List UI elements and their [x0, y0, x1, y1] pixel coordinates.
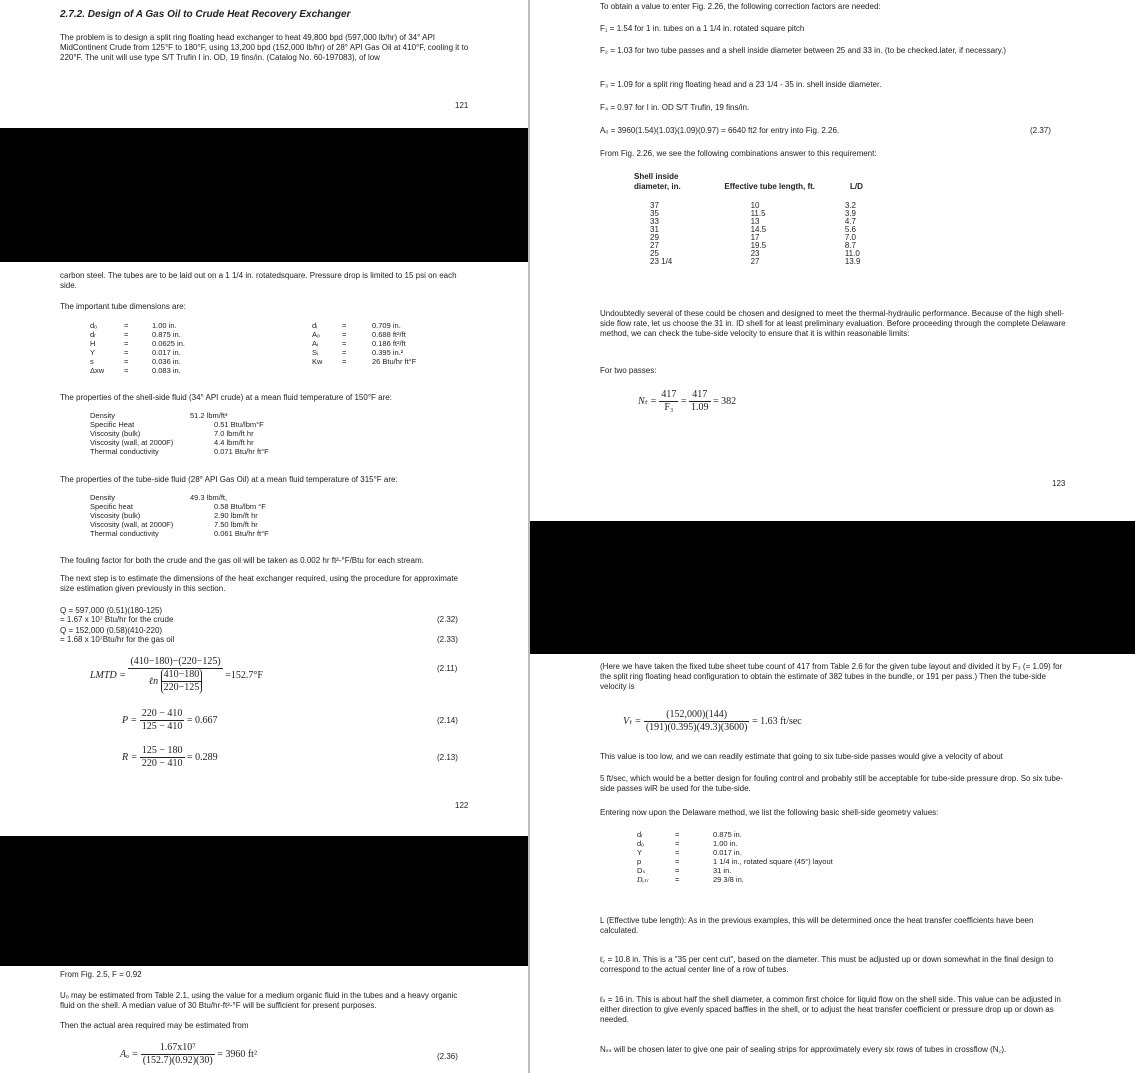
eq: =	[124, 339, 129, 348]
q-gasoil-line2: = 1.68 x 10⁷Btu/hr for the gas oil	[60, 635, 175, 644]
p-result: = 0.667	[186, 715, 218, 726]
prop-name: Density	[90, 411, 116, 420]
table-row	[88, 339, 187, 348]
val: 0.395 in.²	[372, 348, 404, 357]
nt-denominator: F₃	[664, 402, 674, 413]
ln-symbol: ℓn	[148, 675, 159, 687]
redacted-block	[0, 836, 528, 966]
vt-fraction	[644, 709, 750, 734]
cell: 14.5	[750, 225, 767, 234]
sym: Dₒₜₗ	[637, 875, 649, 884]
nt-label: Nₜ =	[638, 396, 657, 407]
section-title: 2.7.2. Design of A Gas Oil to Crude Heat Recovery Exchanger	[60, 9, 351, 20]
cell: 27	[650, 241, 659, 250]
page-number: 123	[1052, 479, 1066, 488]
f1-line: F₁ = 1.54 for 1 in. tubes on a 1 1/4 in. rotated square pitch	[600, 24, 805, 33]
eq: =	[675, 830, 680, 839]
table-row	[310, 330, 418, 339]
table-row	[88, 502, 271, 511]
lmtd-fraction	[128, 656, 222, 694]
uo-paragraph: Uₒ may be estimated from Table 2.1, using the value for a medium organic fluid in the tubes and a heavy organic fluid on the shell. A median value of 30 Btu/hr-ft²-°F will be sufficient for present purposes.	[60, 991, 458, 1010]
prop-name: Specific Heat	[90, 420, 135, 429]
cell: 37	[650, 201, 659, 210]
cell: 17	[750, 233, 760, 242]
sym: dᵣ	[637, 830, 643, 839]
table-row	[88, 321, 187, 330]
eq: =	[342, 357, 347, 366]
col-header: L/D	[849, 182, 863, 191]
lmtd-result: =152.7°F	[225, 669, 263, 681]
cell: 35	[650, 209, 659, 218]
redacted-block	[530, 521, 1135, 654]
ao-equation	[120, 1042, 257, 1067]
table-row	[88, 447, 271, 456]
sym: Sᵢ	[312, 348, 319, 357]
val: 0.875 in.	[152, 330, 181, 339]
cell: 3.9	[844, 209, 856, 218]
lmtd-denominator	[128, 669, 222, 694]
cell: 13	[750, 217, 760, 226]
r-numerator: 125 − 180	[141, 745, 183, 756]
val: 0.017 in.	[152, 348, 181, 357]
nt-denominator: 1.09	[691, 402, 709, 413]
val: 29 3/8 in.	[713, 875, 744, 884]
nt-result: = 382	[713, 396, 737, 407]
cell: 3.2	[844, 201, 856, 210]
eq-number: (2.13)	[437, 753, 458, 762]
nt-fraction-1	[659, 389, 678, 414]
table-row	[630, 258, 890, 266]
left-document-page	[0, 0, 528, 1073]
effective-length-paragraph: L (Effective tube length): As in the previous examples, this will be determined once the heat transfer coefficients have been calculated.	[600, 916, 1034, 935]
ao-label: Aₒ =	[120, 1049, 139, 1060]
sym: Aₒ	[312, 330, 320, 339]
table-row	[310, 348, 418, 357]
eq: =	[342, 330, 347, 339]
cell: 11.5	[750, 209, 766, 218]
cell: 31	[650, 225, 659, 234]
nt-numerator: 417	[661, 389, 677, 400]
shell-options-table	[630, 172, 890, 266]
eq: =	[675, 848, 680, 857]
next-step-paragraph: The next step is to estimate the dimensions of the heat exchanger required, using the procedure for approximate size estimation given previously in this section.	[60, 574, 459, 593]
tube-dims-label: The important tube dimensions are:	[60, 302, 186, 311]
table-header-row	[630, 172, 890, 192]
q-crude-line2: = 1.67 x 10⁷ Btu/hr for the crude	[60, 615, 174, 624]
col-header: Shell inside diameter, in.	[634, 172, 681, 191]
vt-equation	[623, 709, 802, 734]
sym: Dₛ	[637, 866, 646, 875]
tube-count-paragraph: (Here we have taken the fixed tube sheet tube count of 417 from Table 2.6 for the given tube layout and divided it by F₃ (= 1.09) for the split ring floating head configuration to obtain the estimate of 382 tubes in the bundle, or 191 per pass.) Then the tube-side velocity is	[600, 662, 1063, 691]
cell: 4.7	[844, 217, 856, 226]
intro-paragraph: The problem is to design a split ring floating head exchanger to heat 49,800 bpd (597,000 lb/hr) of 34° API MidContinent Crude from 125°F to 180°F, using 13,200 bpd (152,000 lb/hr) of 28° API Gas Oil at 410°F, cooling it to 220°F. The unit will use type S/T Trufin I in. OD, 19 fins/in. (Catalog No. 60-197083), of low	[60, 33, 469, 62]
val: 0.017 in.	[713, 848, 742, 857]
sym: dᵣ	[90, 330, 96, 339]
eq-number: (2.32)	[437, 615, 458, 624]
obtain-paragraph: To obtain a value to enter Fig. 2.26, the following correction factors are needed:	[600, 2, 881, 11]
eq: =	[124, 357, 129, 366]
val: 0.709 in.	[372, 321, 401, 330]
table-row	[88, 348, 187, 357]
lmtd-label: LMTD =	[90, 669, 126, 681]
prop-val: 0.51 Btu/lbm°F	[214, 420, 264, 429]
prop-name: Thermal conductivity	[90, 447, 159, 456]
five-ftsec-paragraph: 5 ft/sec, which would be a better design for fouling control and probably still be acceptable for tube-side pressure drop. So six tube-side passes wiR be used for the tube-side.	[600, 774, 1063, 793]
carbon-steel-paragraph: carbon steel. The tubes are to be laid out on a 1 1/4 in. rotatedsquare. Pressure drop is limited to 15 psi on each side.	[60, 271, 457, 290]
table-row	[635, 848, 835, 857]
prop-val: 7.50 lbm/ft hr	[214, 520, 258, 529]
val: 26 Btu/hr ft°F	[372, 357, 417, 366]
prop-val: 0.58 Btu/lbm °F	[214, 502, 266, 511]
p-label: P =	[122, 715, 138, 726]
table-row	[88, 520, 271, 529]
r-label: R =	[122, 752, 138, 763]
tube-dims-left-table	[88, 321, 187, 375]
table-row	[88, 357, 187, 366]
table-row	[88, 366, 187, 375]
table-row	[310, 339, 418, 348]
table-row	[88, 411, 271, 420]
eq-number: (2.11)	[437, 664, 458, 673]
sym: H	[90, 339, 96, 348]
table-row	[88, 330, 187, 339]
prop-name: Viscosity (wall, at 2000F)	[90, 520, 174, 529]
sym: Δxw	[90, 366, 105, 375]
r-result: = 0.289	[187, 752, 218, 763]
val: 0.186 ft²/ft	[372, 339, 406, 348]
eq: =	[675, 839, 680, 848]
table-row	[310, 321, 418, 330]
cell: 8.7	[844, 241, 856, 250]
eq: =	[124, 348, 129, 357]
prop-name: Viscosity (bulk)	[90, 511, 141, 520]
nt-numerator: 417	[689, 389, 711, 402]
cell: 23	[750, 249, 760, 258]
r-equation	[122, 745, 218, 770]
p-denominator: 125 − 410	[141, 721, 183, 732]
nss-paragraph: Nₛₛ will be chosen later to give one pair of sealing strips for approximately every six rows of tubes in crossflow (N꜀).	[600, 1045, 1007, 1054]
table-row	[88, 493, 271, 502]
table-row	[635, 875, 835, 884]
q-gasoil-line1: Q = 152,000 (0.58)(410-220)	[60, 626, 163, 635]
prop-name: Specific heat	[90, 502, 133, 511]
page-number: 121	[455, 101, 469, 110]
table-row	[88, 429, 271, 438]
too-low-paragraph: This value is too low, and we can readily estimate that going to six tube-side passes would give a velocity of about	[600, 752, 1003, 761]
val: 0.688 ft²/ft	[372, 330, 406, 339]
cell: 25	[650, 249, 659, 258]
prop-val: 49.3 lbm/ft,	[190, 493, 228, 502]
eq: =	[342, 348, 347, 357]
sym: Aᵢ	[312, 339, 319, 348]
vt-result: = 1.63 ft/sec	[751, 716, 802, 727]
prop-val: 0.061 Btu/hr ft°F	[214, 529, 269, 538]
cell: 27	[750, 257, 760, 266]
val: 0.875 in.	[713, 830, 742, 839]
val: 1.00 in.	[152, 321, 177, 330]
table-row	[635, 866, 835, 875]
eq: =	[675, 866, 680, 875]
table-row	[88, 529, 271, 538]
sym: dₒ	[90, 321, 98, 330]
eq-number: (2.14)	[437, 716, 458, 725]
tube-props-table	[88, 493, 271, 538]
ao-result: = 3960 ft²	[217, 1049, 257, 1060]
q-crude-line1: Q = 597,000 (0.51)(180-125)	[60, 606, 163, 615]
table-row	[88, 511, 271, 520]
eq-number: (2.36)	[437, 1052, 458, 1061]
eq: =	[342, 321, 347, 330]
nt-equation: Nₜ = $\frac{417}{\text{F₃}}$ = $\frac{417}{1.09}$ = 382	[638, 389, 737, 413]
f2-line: F₂ = 1.03 for two tube passes and a shell inside diameter between 25 and 33 in. (to be checked.later, if necessary.)	[600, 46, 1007, 55]
eq: =	[124, 366, 129, 375]
sym: s	[90, 357, 94, 366]
p-fraction	[140, 708, 185, 733]
two-passes-label: For two passes:	[600, 366, 657, 375]
ao-entry-line: Aₒ = 3960(1.54)(1.03)(1.09)(0.97) = 6640 ft2 for entry into Fig. 2.26.	[600, 126, 840, 135]
tube-dims-right-table	[310, 321, 418, 366]
prop-name: Thermal conductivity	[90, 529, 159, 538]
val: 1 1/4 in., rotated square (45°) layout	[713, 857, 833, 866]
cell: 13.9	[844, 257, 861, 266]
cell: 11.0	[844, 249, 860, 258]
table-row	[635, 857, 835, 866]
vt-label: Vₜ =	[623, 716, 642, 727]
ao-fraction	[141, 1042, 215, 1067]
ln-denominator: 220−125	[163, 682, 200, 693]
ls-paragraph: ℓₛ = 16 in. This is about half the shell diameter, a common first choice for liquid flow on the shell side. This value can be adjusted in either direction to give evenly spaced baffles in the shell, or to adjust the heat transfer coefficient or pressure drop up or down as needed.	[600, 995, 1061, 1024]
prop-val: 0.071 Btu/hr ft°F	[214, 447, 269, 456]
page-number: 122	[455, 801, 469, 810]
p-numerator: 220 − 410	[141, 708, 183, 719]
vt-numerator: (152,000)(144)	[644, 709, 750, 722]
r-fraction	[140, 745, 185, 770]
redacted-block	[0, 128, 528, 262]
sym: Kw	[312, 357, 323, 366]
r-denominator: 220 − 410	[141, 758, 183, 769]
val: 0.083 in.	[152, 366, 181, 375]
fouling-paragraph: The fouling factor for both the crude and the gas oil will be taken as 0.002 hr ft²-°F/Btu for each stream.	[60, 556, 424, 565]
val: 0.0625 in.	[152, 339, 185, 348]
table-row	[88, 420, 271, 429]
val: 0.036 in.	[152, 357, 181, 366]
lmtd-numerator: (410−180)−(220−125)	[130, 656, 221, 667]
ln-argument	[161, 669, 203, 694]
eq: =	[124, 330, 129, 339]
eq-number: (2.33)	[437, 635, 458, 644]
sym: Y	[90, 348, 96, 357]
p-equation	[122, 708, 217, 733]
cell: 10	[750, 201, 760, 210]
fig25-line: From Fig. 2.5, F = 0.92	[60, 970, 142, 979]
sym: Y	[637, 848, 643, 857]
f4-line: F₄ = 0.97 for I in. OD S/T Trufin, 19 fins/in.	[600, 103, 750, 112]
eq: =	[342, 339, 347, 348]
prop-val: 7.0 lbm/ft hr	[214, 429, 254, 438]
cell: 33	[650, 217, 659, 226]
cell: 5.6	[844, 225, 856, 234]
prop-val: 51.2 lbm/ft³	[190, 411, 228, 420]
area-paragraph: Then the actual area required may be estimated from	[60, 1021, 249, 1030]
val: 31 in.	[713, 866, 732, 875]
prop-name: Viscosity (bulk)	[90, 429, 141, 438]
table-row	[88, 438, 271, 447]
prop-name: Viscosity (wall, at 2000F)	[90, 438, 174, 447]
prop-name: Density	[90, 493, 116, 502]
undoubtedly-paragraph: Undoubtedly several of these could be chosen and designed to meet the thermal-hydraulic performance. Because of the high shell-side flow rate, let us choose the 31 in. ID shell for at least preliminary evaluation. Before proceeding through the complete Delaware method, we can check the tube-side velocity to ensure that it is within reasonable limits:	[600, 309, 1066, 338]
sym: dᵢ	[312, 321, 318, 330]
shell-props-label: The properties of the shell-side fluid (34° API crude) at a mean fluid temperature of 150°F are:	[60, 393, 392, 402]
table-row	[635, 830, 835, 839]
f3-line: F₃ = 1.09 for a split ring floating head and a 23 1/4 - 35 in. shell inside diameter.	[600, 80, 882, 89]
prop-val: 4.4 lbm/ft hr	[214, 438, 254, 447]
vt-denominator: (191)(0.395)(49.3)(3600)	[645, 722, 748, 733]
eq: =	[675, 875, 680, 884]
table-row	[310, 357, 418, 366]
prop-val: 2.90 lbm/ft hr	[214, 511, 258, 520]
sym: dₒ	[637, 839, 645, 848]
sym: p	[637, 857, 642, 866]
shell-props-table	[88, 411, 271, 456]
cell: 29	[650, 233, 659, 242]
col-header: Effective tube length, ft.	[724, 182, 816, 191]
eq: =	[675, 857, 680, 866]
geometry-table	[635, 830, 835, 884]
eq-number: (2.37)	[1030, 126, 1051, 135]
right-document-page	[530, 0, 1135, 1073]
fig226-line: From Fig. 2.26, we see the following combinations answer to this requirement:	[600, 149, 877, 158]
nt-fraction-2	[689, 389, 711, 414]
lmtd-equation	[90, 656, 263, 694]
cell: 23 1/4	[650, 257, 673, 266]
val: 1.00 in.	[713, 839, 738, 848]
ao-denominator: (152.7)(0.92)(30)	[142, 1055, 213, 1066]
cell: 19.5	[750, 241, 767, 250]
lc-paragraph: ℓ꜀ = 10.8 in. This is a "35 per cent cut", based on the diameter. This must be adjusted up or down somewhat in the final design to correspond to the actual center line of a row of tubes.	[600, 955, 1054, 974]
tube-props-label: The properties of the tube-side fluid (28° API Gas Oil) at a mean fluid temperature of 315°F are:	[60, 475, 398, 484]
ln-numerator: 410−180	[163, 669, 200, 680]
eq: =	[124, 321, 129, 330]
cell: 7.0	[844, 233, 856, 242]
ao-numerator: 1.67x10⁷	[141, 1042, 215, 1055]
delaware-paragraph: Entering now upon the Delaware method, we list the following basic shell-side geometry values:	[600, 808, 939, 817]
table-row	[635, 839, 835, 848]
